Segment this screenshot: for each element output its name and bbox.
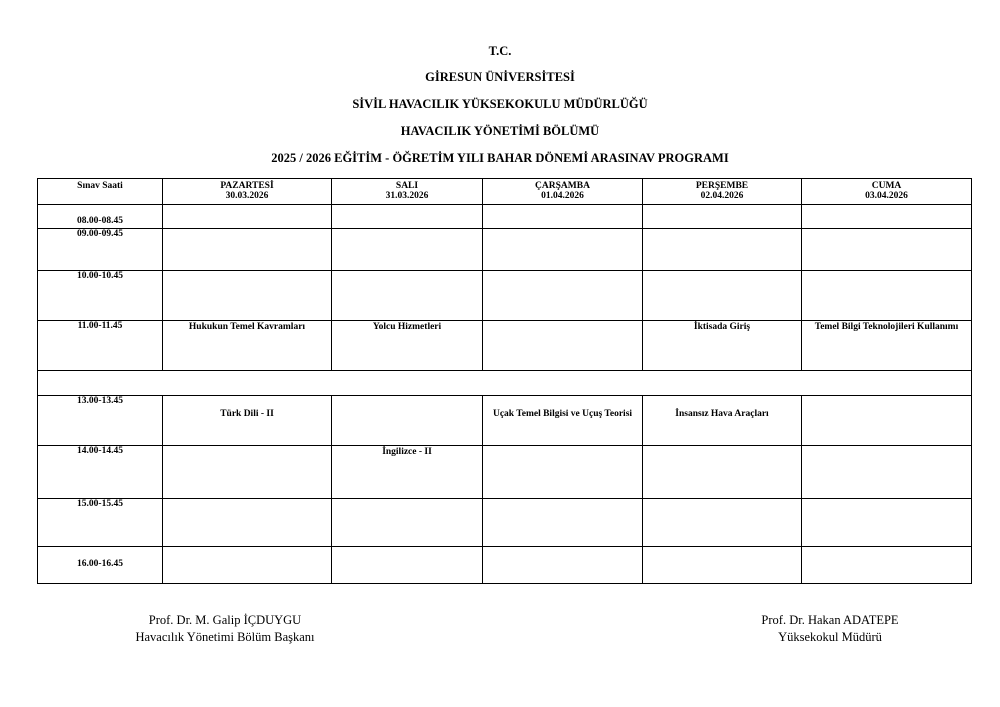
exam-cell: [802, 229, 972, 271]
exam-cell: [483, 446, 643, 499]
exam-cell: [483, 321, 643, 371]
exam-cell: [163, 547, 332, 584]
exam-cell: [802, 446, 972, 499]
signature-department-head: [105, 612, 345, 646]
exam-cell: [483, 205, 643, 229]
exam-cell: [643, 547, 802, 584]
exam-cell: Uçak Temel Bilgisi ve Uçuş Teorisi: [483, 396, 643, 446]
table-row: [38, 229, 972, 271]
lunch-break-row: [38, 371, 972, 396]
day-date: 02.04.2026: [700, 191, 744, 201]
header-tc: T.C.: [488, 44, 512, 58]
day-name: ÇARŞAMBA: [535, 181, 590, 191]
signatory-title: Yüksekokul Müdürü: [778, 630, 882, 644]
exam-cell: Hukukun Temel Kavramları: [163, 321, 332, 371]
day-date: 03.04.2026: [865, 191, 908, 201]
exam-cell: [163, 271, 332, 321]
table-row: [38, 547, 972, 584]
table-row: [38, 396, 972, 446]
exam-cell: [163, 499, 332, 547]
time-slot: 14.00-14.45: [38, 446, 163, 499]
exam-cell: İktisada Giriş: [643, 321, 802, 371]
signatory-title: Havacılık Yönetimi Bölüm Başkanı: [135, 630, 315, 644]
exam-cell: [163, 229, 332, 271]
time-slot: 10.00-10.45: [38, 271, 163, 321]
day-name: SALI: [395, 181, 419, 191]
day-date: 30.03.2026: [225, 191, 269, 201]
page-title: 2025 / 2026 EĞİTİM - ÖĞRETİM YILI BAHAR DÖNEMİ ARASINAV PROGRAMI: [271, 151, 729, 165]
exam-cell: [332, 271, 483, 321]
exam-cell: [802, 271, 972, 321]
exam-cell: [483, 229, 643, 271]
exam-cell: [163, 446, 332, 499]
day-name: CUMA: [871, 181, 902, 191]
exam-cell: [332, 205, 483, 229]
exam-cell: [643, 229, 802, 271]
header-school: SİVİL HAVACILIK YÜKSEKOKULU MÜDÜRLÜĞÜ: [352, 97, 648, 111]
exam-cell: [483, 271, 643, 321]
time-slot: 08.00-08.45: [38, 205, 163, 229]
break-cell: [38, 371, 972, 396]
exam-cell: [332, 499, 483, 547]
exam-cell: [802, 499, 972, 547]
exam-cell: [332, 229, 483, 271]
header-department: HAVACILIK YÖNETİMİ BÖLÜMÜ: [400, 124, 600, 138]
header-university: GİRESUN ÜNİVERSİTESİ: [425, 70, 575, 84]
exam-cell: Temel Bilgi Teknolojileri Kullanımı: [802, 321, 972, 371]
day-date: 31.03.2026: [385, 191, 429, 201]
day-header-tuesday: [332, 179, 483, 205]
exam-cell: [643, 205, 802, 229]
table-row: [38, 321, 972, 371]
exam-cell: İngilizce - II: [332, 446, 483, 499]
day-header-thursday: [643, 179, 802, 205]
exam-cell: [802, 205, 972, 229]
day-name: PAZARTESİ: [220, 181, 274, 191]
exam-cell: İnsansız Hava Araçları: [643, 396, 802, 446]
exam-cell: [163, 205, 332, 229]
exam-cell: [332, 547, 483, 584]
exam-cell: [802, 547, 972, 584]
exam-cell: [643, 446, 802, 499]
time-slot: 16.00-16.45: [38, 547, 163, 584]
exam-cell: Türk Dili - II: [163, 396, 332, 446]
table-row: [38, 446, 972, 499]
signature-school-director: [720, 612, 940, 646]
exam-cell: [643, 271, 802, 321]
exam-cell: [332, 396, 483, 446]
exam-schedule-table: [37, 178, 972, 584]
time-slot: 15.00-15.45: [38, 499, 163, 547]
time-column-header: Sınav Saati: [38, 179, 163, 205]
day-header-wednesday: [483, 179, 643, 205]
time-slot: 11.00-11.45: [38, 321, 163, 371]
table-row: [38, 205, 972, 229]
exam-cell: [483, 499, 643, 547]
table-header-row: [38, 179, 972, 205]
day-header-friday: [802, 179, 972, 205]
exam-cell: [643, 499, 802, 547]
exam-cell: Yolcu Hizmetleri: [332, 321, 483, 371]
exam-cell: [802, 396, 972, 446]
time-slot: 09.00-09.45: [38, 229, 163, 271]
day-header-monday: [163, 179, 332, 205]
table-row: [38, 499, 972, 547]
day-date: 01.04.2026: [541, 191, 584, 201]
table-row: [38, 271, 972, 321]
exam-cell: [483, 547, 643, 584]
time-slot: 13.00-13.45: [38, 396, 163, 446]
signatory-name: Prof. Dr. Hakan ADATEPE: [761, 613, 899, 627]
day-name: PERŞEMBE: [695, 181, 749, 191]
signatory-name: Prof. Dr. M. Galip İÇDUYGU: [148, 613, 302, 627]
